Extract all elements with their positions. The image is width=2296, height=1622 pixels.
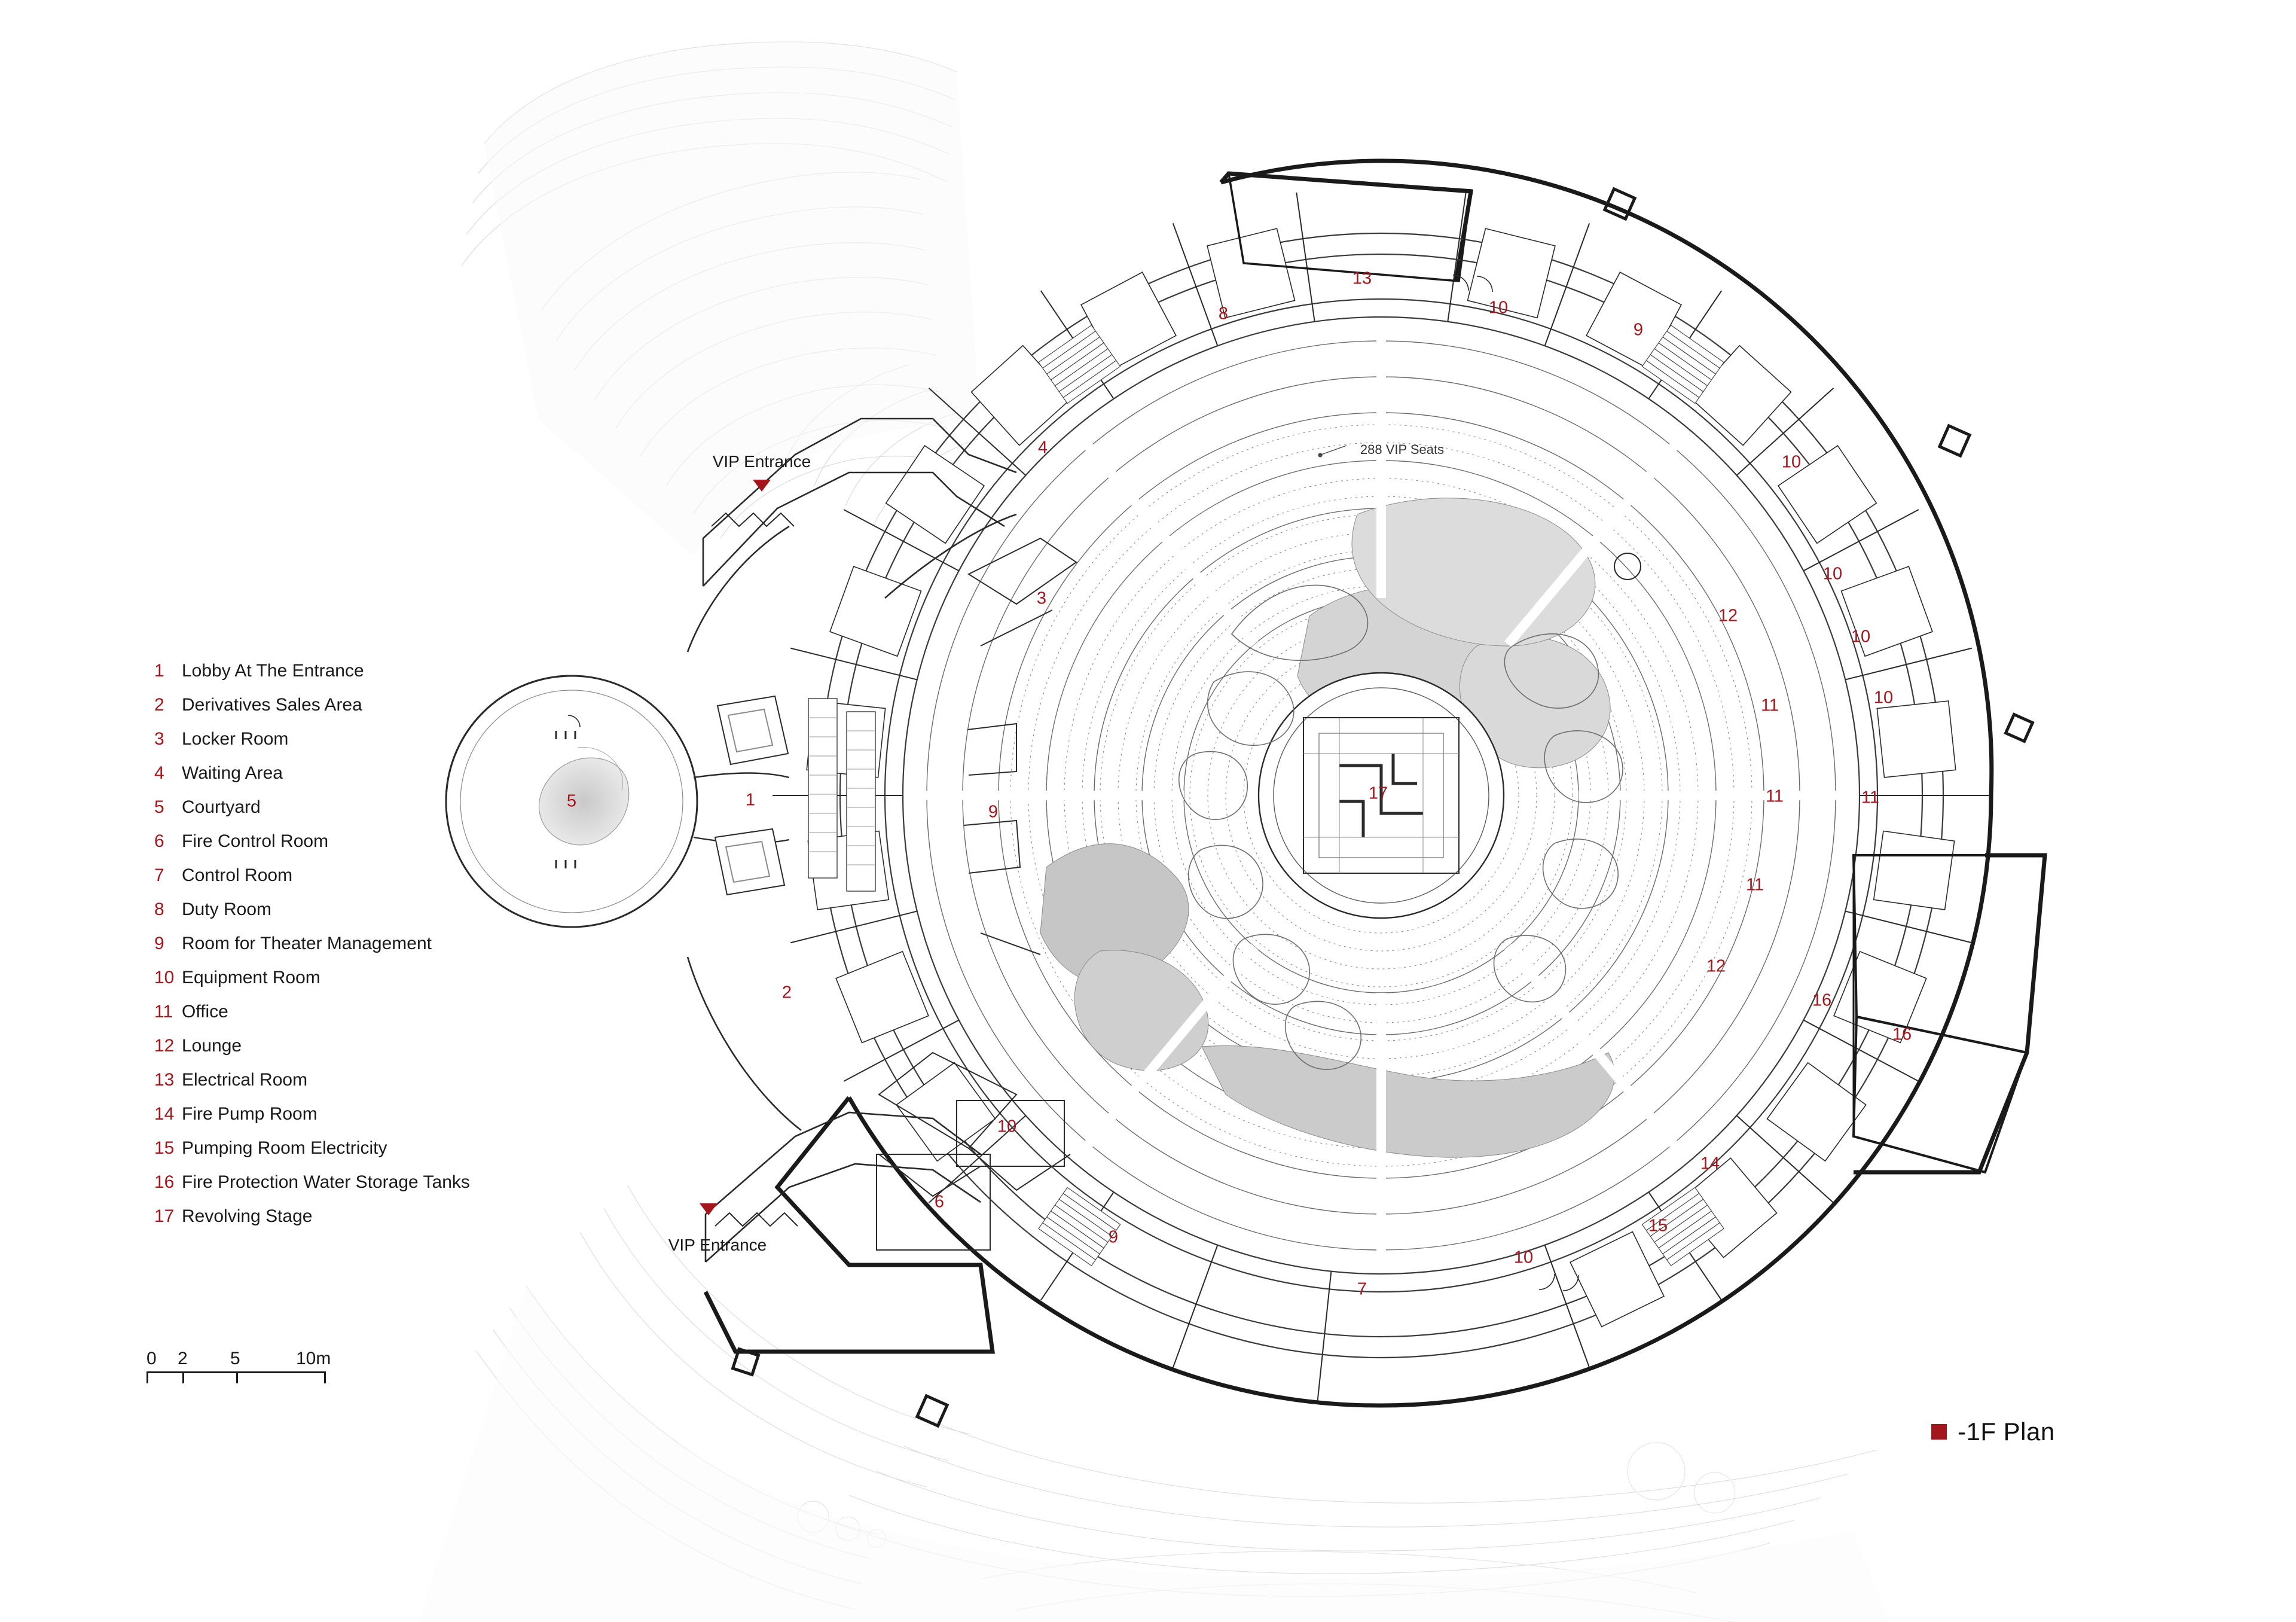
vip-entrance-arrow-top-icon xyxy=(753,480,771,492)
room-number-15: 15 xyxy=(1648,1216,1668,1236)
legend-item xyxy=(154,729,525,763)
room-number-16: 16 xyxy=(1892,1025,1912,1044)
room-number-8: 8 xyxy=(1218,304,1229,324)
legend-item xyxy=(154,1002,525,1036)
room-number-14: 14 xyxy=(1700,1154,1720,1173)
scale-bar xyxy=(146,1349,344,1385)
legend-number: 14 xyxy=(154,1104,175,1124)
room-number-11: 11 xyxy=(1745,875,1764,895)
room-number-9: 9 xyxy=(1108,1227,1119,1247)
title-marker-icon xyxy=(1931,1424,1947,1440)
room-number-9: 9 xyxy=(1633,320,1644,340)
legend-item xyxy=(154,1138,525,1172)
room-number-10: 10 xyxy=(1513,1248,1534,1267)
room-number-16: 16 xyxy=(1812,990,1832,1010)
legend-number: 8 xyxy=(154,900,164,919)
vip-entrance-label-bottom: VIP Entrance xyxy=(668,1236,767,1254)
legend-number: 4 xyxy=(154,763,164,783)
room-number-11: 11 xyxy=(1760,696,1779,715)
scale-label: 10m xyxy=(296,1349,331,1368)
room-number-6: 6 xyxy=(934,1192,945,1212)
seat-count-leader xyxy=(1318,446,1347,457)
detail-circle xyxy=(1614,553,1641,580)
legend-label: Lobby At The Entrance xyxy=(182,661,364,681)
legend-number: 1 xyxy=(154,661,164,681)
legend-item xyxy=(154,1070,525,1104)
scale-label: 5 xyxy=(230,1349,240,1368)
plan-title xyxy=(1931,1417,2055,1446)
room-number-5: 5 xyxy=(566,791,577,811)
legend-item xyxy=(154,934,525,968)
room-number-13: 13 xyxy=(1352,269,1372,288)
legend-number: 5 xyxy=(154,797,164,817)
legend-label: Equipment Room xyxy=(182,968,320,987)
legend-number: 7 xyxy=(154,865,164,885)
vip-entrance-label-top: VIP Entrance xyxy=(712,452,811,471)
plan-title-text: -1F Plan xyxy=(1958,1417,2055,1446)
legend-item xyxy=(154,695,525,729)
legend-label: Fire Control Room xyxy=(182,831,329,851)
legend-item xyxy=(154,1036,525,1070)
room-number-10: 10 xyxy=(1781,452,1802,472)
legend-label: Duty Room xyxy=(182,900,272,919)
legend-item xyxy=(154,1206,525,1240)
legend-item xyxy=(154,1104,525,1138)
room-number-10: 10 xyxy=(1822,564,1843,584)
legend-number: 12 xyxy=(154,1036,175,1056)
legend-number: 2 xyxy=(154,695,164,715)
legend-number: 15 xyxy=(154,1138,175,1158)
legend-item xyxy=(154,900,525,934)
legend-label: Waiting Area xyxy=(182,763,283,783)
landscape-fill-bottom xyxy=(419,1286,1889,1622)
legend xyxy=(154,661,525,1240)
legend-number: 6 xyxy=(154,831,164,851)
room-number-4: 4 xyxy=(1037,438,1048,458)
legend-label: Office xyxy=(182,1002,228,1022)
room-number-9: 9 xyxy=(988,802,999,822)
legend-item xyxy=(154,797,525,831)
legend-label: Lounge xyxy=(182,1036,242,1056)
scale-label: 0 xyxy=(146,1349,157,1368)
legend-label: Courtyard xyxy=(182,797,261,817)
room-number-1: 1 xyxy=(745,790,756,810)
legend-label: Derivatives Sales Area xyxy=(182,695,362,715)
legend-label: Fire Protection Water Storage Tanks xyxy=(182,1172,470,1192)
room-number-10: 10 xyxy=(997,1117,1017,1136)
legend-label: Revolving Stage xyxy=(182,1206,313,1226)
legend-number: 9 xyxy=(154,934,164,953)
legend-number: 11 xyxy=(154,1002,173,1022)
room-number-10: 10 xyxy=(1873,688,1894,708)
room-number-11: 11 xyxy=(1861,788,1880,807)
legend-number: 13 xyxy=(154,1070,175,1090)
room-number-11: 11 xyxy=(1765,786,1784,806)
legend-label: Locker Room xyxy=(182,729,289,749)
room-number-7: 7 xyxy=(1357,1279,1367,1299)
legend-label: Room for Theater Management xyxy=(182,934,432,953)
room-number-3: 3 xyxy=(1036,589,1047,608)
legend-item xyxy=(154,1172,525,1206)
legend-item xyxy=(154,865,525,900)
legend-item xyxy=(154,968,525,1002)
room-number-2: 2 xyxy=(781,983,792,1002)
legend-number: 3 xyxy=(154,729,164,749)
scale-bar-graphic xyxy=(146,1371,344,1385)
room-number-12: 12 xyxy=(1706,956,1726,976)
legend-number: 16 xyxy=(154,1172,175,1192)
vip-entrance-arrow-bottom-icon xyxy=(700,1203,718,1215)
legend-number: 17 xyxy=(154,1206,175,1226)
legend-label: Control Room xyxy=(182,865,293,885)
legend-item xyxy=(154,763,525,797)
scale-label: 2 xyxy=(178,1349,188,1368)
seat-count-label: 288 VIP Seats xyxy=(1360,442,1445,457)
legend-item xyxy=(154,661,525,695)
legend-label: Fire Pump Room xyxy=(182,1104,317,1124)
room-number-10: 10 xyxy=(1851,627,1871,647)
legend-item xyxy=(154,831,525,865)
legend-label: Electrical Room xyxy=(182,1070,308,1090)
room-number-10: 10 xyxy=(1488,298,1509,318)
legend-number: 10 xyxy=(154,968,175,987)
room-number-12: 12 xyxy=(1718,606,1738,626)
room-number-17: 17 xyxy=(1368,783,1388,803)
legend-label: Pumping Room Electricity xyxy=(182,1138,387,1158)
